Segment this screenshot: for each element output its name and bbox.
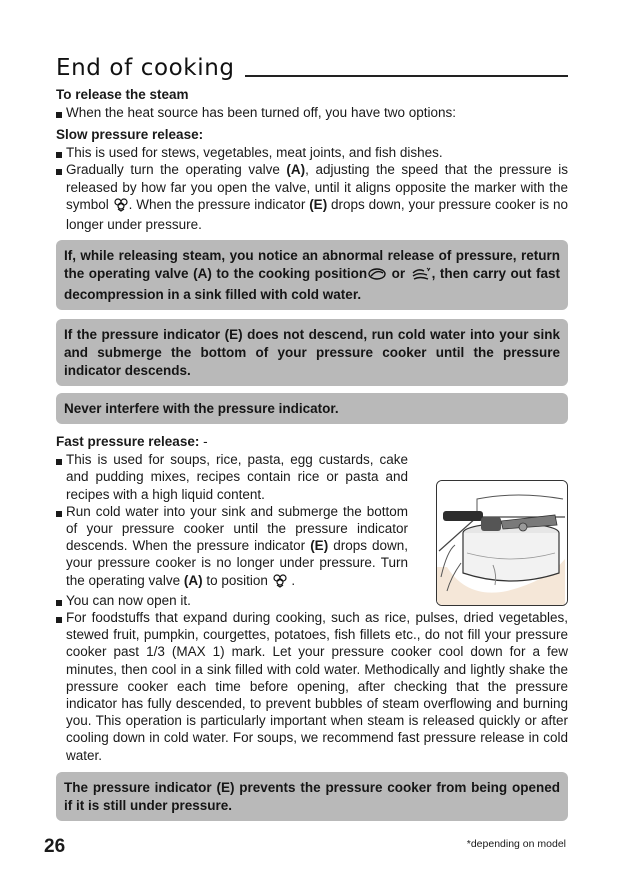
cooking-position-icon	[367, 267, 387, 286]
page-title: End of cooking	[56, 55, 235, 81]
warning-box-abnormal-release: If, while releasing steam, you notice an abnormal release of pressure, return the operating valve (A) to the cooking position or , then carry out fast decompression in a sink filled with cold water.	[56, 240, 568, 310]
fast-release-heading: Fast pressure release: -	[56, 434, 208, 450]
indicator-ref: (E)	[310, 538, 329, 554]
warning-box-do-not-interfere: Never interfere with the pressure indicator.	[56, 393, 568, 424]
release-bullet: When the heat source has been turned off, you have two options:	[56, 104, 568, 121]
fast-bullet-1: This is used for soups, rice, pasta, egg custards, cake and pudding mixes, recipes contain rice or pasta and recipes with a high liquid content.	[56, 451, 408, 503]
info-box-pressure-lock: The pressure indicator (E) prevents the pressure cooker from being opened if it is still under pressure.	[56, 772, 568, 821]
warning-box-indicator-not-descending: If the pressure indicator (E) does not descend, run cold water into your sink and submerge the bottom of your pressure cooker until the pressure indicator descends.	[56, 319, 568, 386]
valve-ref: (A)	[286, 162, 306, 178]
indicator-ref: (E)	[309, 196, 328, 212]
steam-release-icon	[272, 573, 288, 592]
slow-release-heading: Slow pressure release:	[56, 127, 204, 143]
fast-bullet-2: Run cold water into your sink and submerge the bottom of your pressure cooker until the pressure indicator descends. When the pressure indicator (E) drops down, your pressure cooker is no longer under pressure. Turn the operating valve (A) to position .	[56, 503, 408, 592]
fast-bullet-4: For foodstuffs that expand during cooking, such as rice, pulses, dried vegetables, stewed fruit, pumpkin, courgettes, potatoes, fish fillets etc., do not fill your pressure cooker past 1/3 (MAX 1) mark. Let your pressure cooker cool down for a few minutes, then cool in a sink filled with cold water. Methodically and lightly shake the pressure cooker each time before opening, after checking that the pressure indicator has fully descended, to prevent bubbles of steam overflowing and burning you. This operation is particularly important when steam is released quickly or after cooling down in cold water. For soups, we recommend fast pressure release in cold water.	[56, 609, 568, 764]
page-content	[56, 54, 568, 821]
footnote: *depending on model	[466, 838, 566, 850]
cooking-position-alt-icon	[410, 267, 432, 286]
release-heading: To release the steam	[56, 87, 189, 102]
title-rule	[245, 75, 568, 77]
steam-release-icon	[113, 197, 129, 216]
valve-ref: (A)	[183, 572, 203, 588]
page-number: 26	[44, 836, 66, 857]
fast-release-section	[56, 433, 568, 764]
fast-bullet-3: You can now open it.	[56, 592, 408, 609]
slow-bullet-2: Gradually turn the operating valve (A), adjusting the speed that the pressure is released by how far you open the valve, until it aligns opposite the marker with the symbol . When the pressure indicator (E) drops down, your pressure cooker is no longer under pressure.	[56, 161, 568, 233]
slow-bullet-1: This is used for stews, vegetables, meat joints, and fish dishes.	[56, 144, 568, 161]
title-row	[56, 54, 568, 80]
cooler-sink-illustration	[436, 480, 568, 606]
